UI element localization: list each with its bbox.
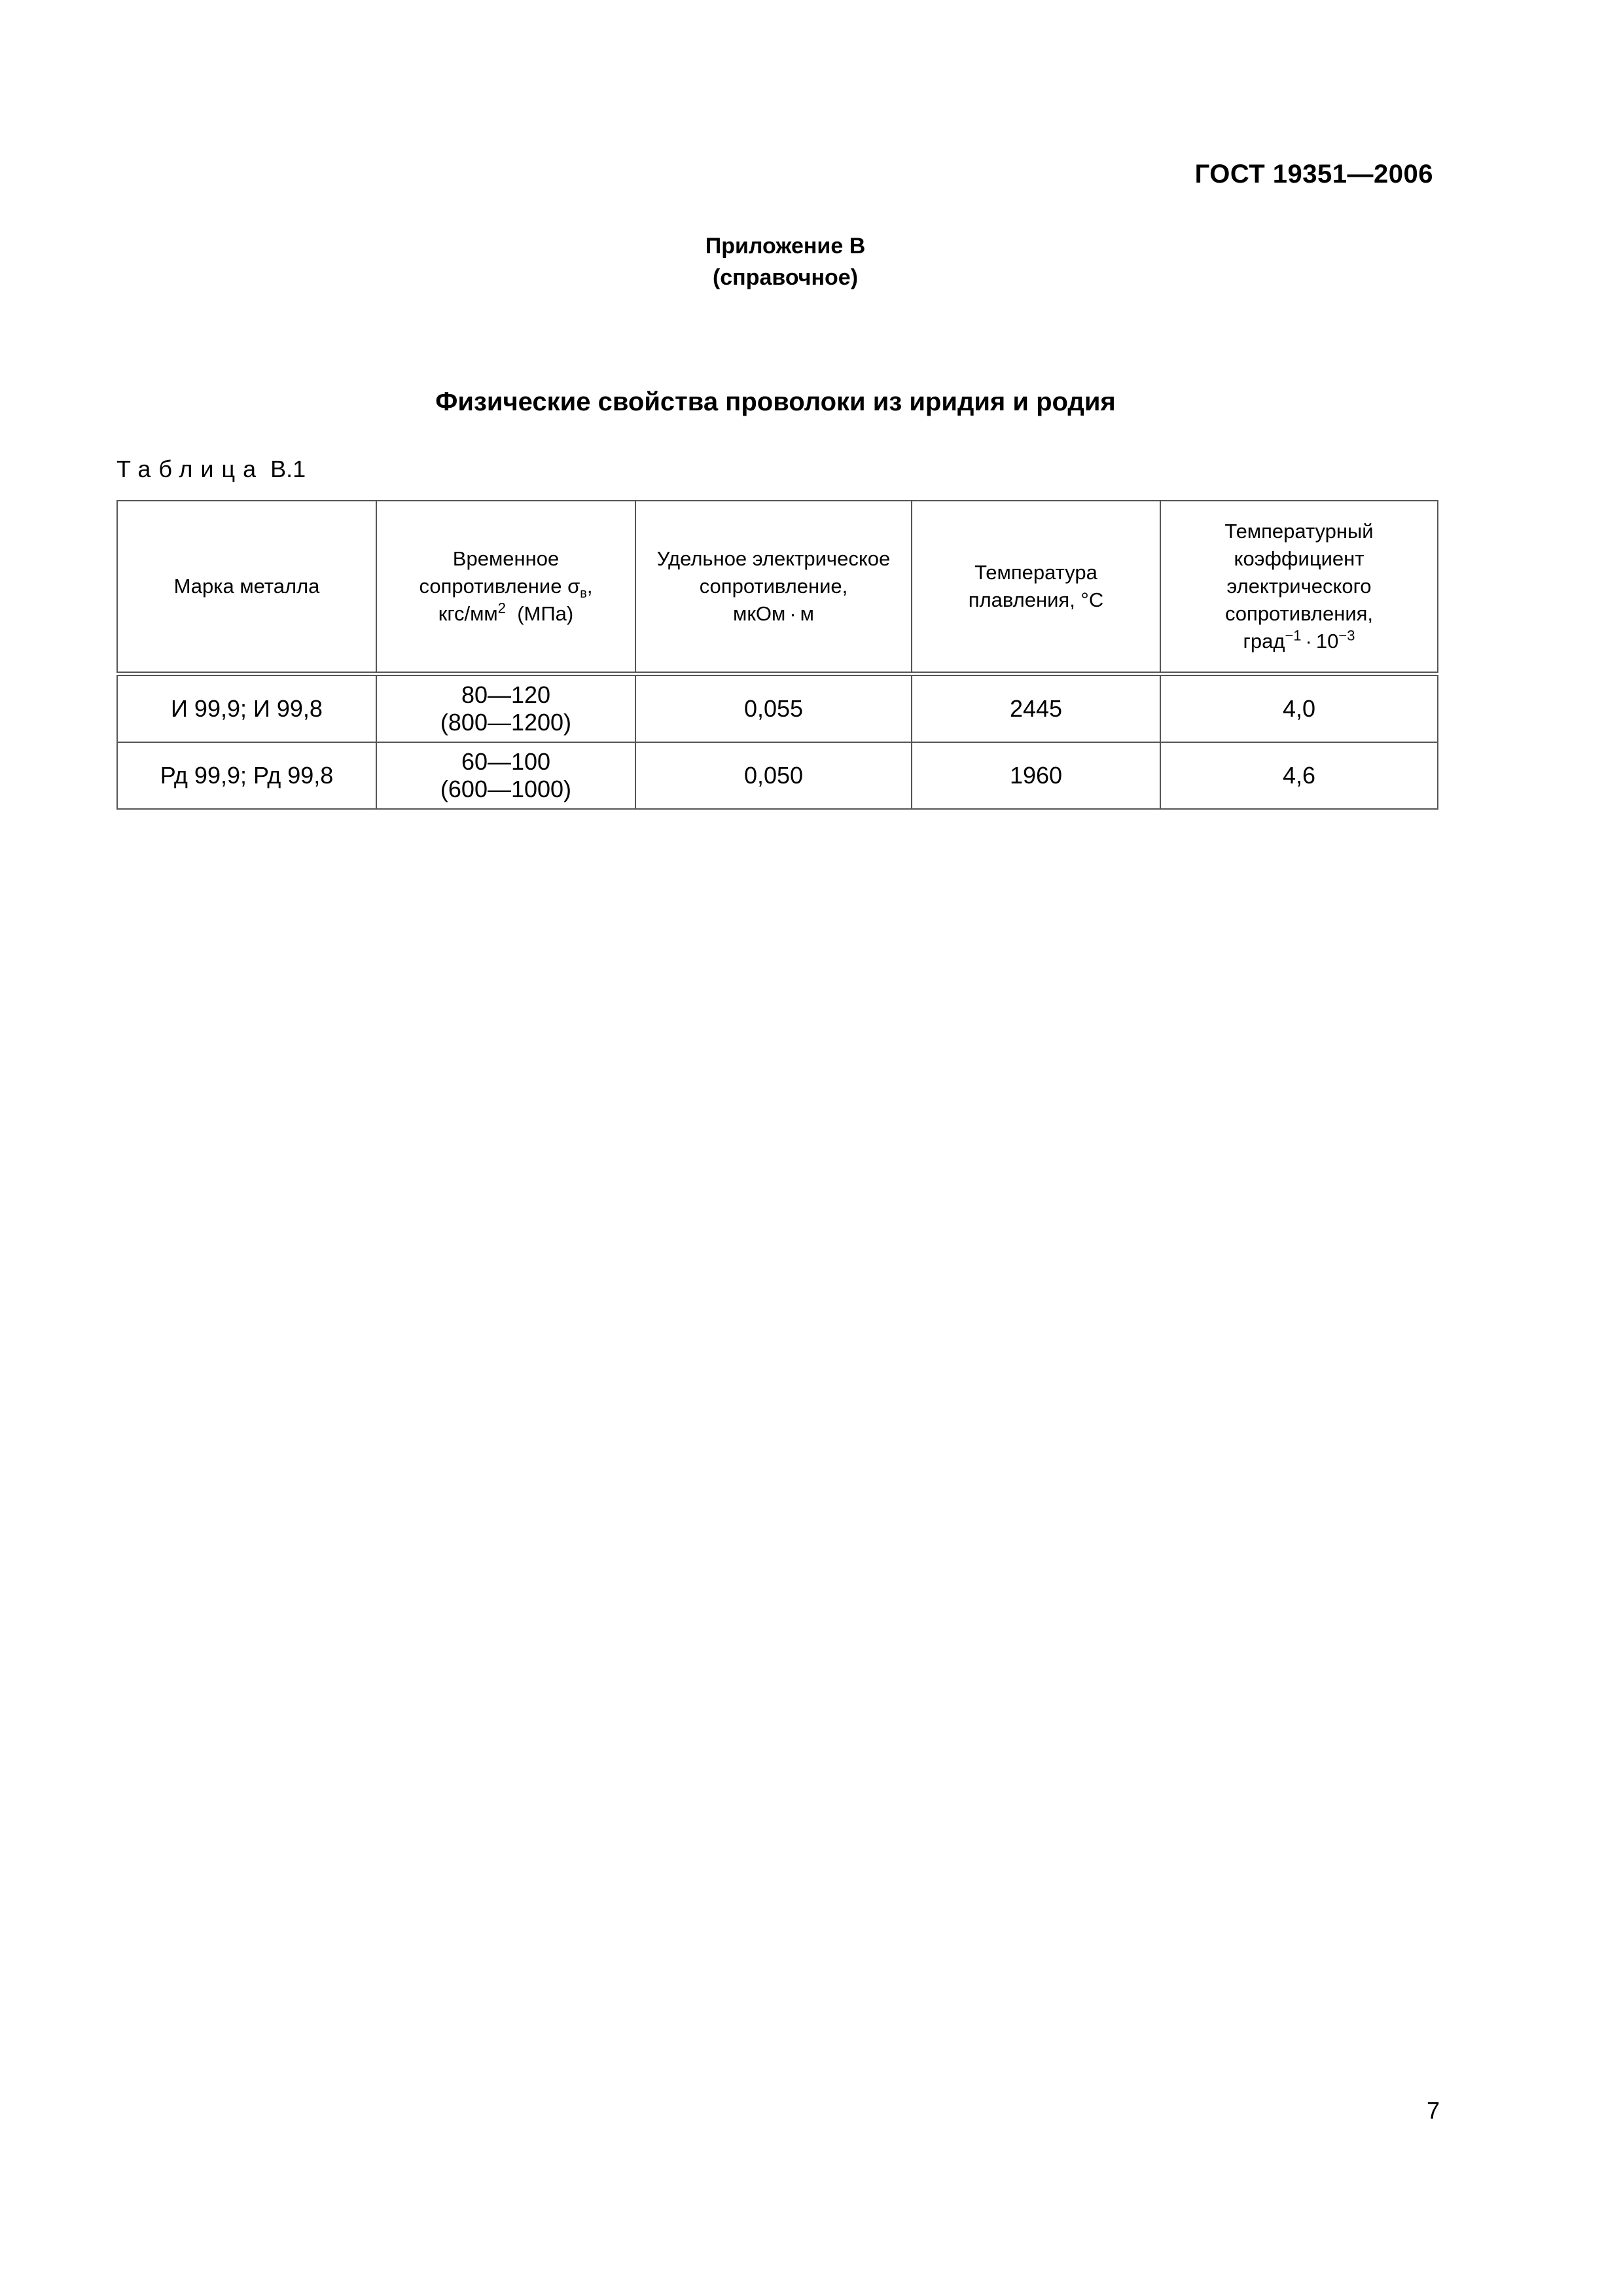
appendix-subtitle: (справочное) <box>712 265 859 290</box>
cell-tensile-strength: 80—120 (800—1200) <box>376 674 635 743</box>
table-row <box>117 674 1438 743</box>
table-header-row <box>117 501 1438 674</box>
header-tensile-line2: сопротивление $\sigma_в$, <box>419 575 593 601</box>
header-coef-line2: коэффициент <box>1234 547 1364 570</box>
header-resistivity-line3: мкОм · м <box>733 602 814 625</box>
header-tensile-strength <box>376 501 635 674</box>
header-temp-coefficient <box>1160 501 1438 674</box>
table-label-prefix: Таблица <box>116 456 264 482</box>
properties-table <box>116 500 1438 810</box>
header-coef-line4: сопротивления, <box>1224 602 1374 625</box>
header-melting-point <box>912 501 1160 674</box>
header-melting-line2: плавления, °С <box>968 588 1104 611</box>
cell-resistivity: 0,050 <box>635 742 912 809</box>
table-row <box>117 742 1438 809</box>
header-melting-line1: Температура <box>974 561 1097 584</box>
header-coef-line3: электрического <box>1226 575 1372 598</box>
table-label <box>116 456 306 483</box>
cell-melting-point: 2445 <box>912 674 1160 743</box>
header-tensile-line3: кгс/$мм^2$ (МПа) <box>438 600 574 625</box>
table-label-number: В.1 <box>270 456 306 482</box>
header-tensile-line1: Временное <box>452 547 560 570</box>
header-coef-line1: Температурный <box>1224 520 1374 543</box>
header-resistivity <box>635 501 912 674</box>
cell-grade: Рд 99,9; Рд 99,8 <box>117 742 376 809</box>
header-resistivity-line2: сопротивление, <box>699 575 848 598</box>
cell-resistivity: 0,055 <box>635 674 912 743</box>
document-code: ГОСТ 19351—2006 <box>1194 160 1433 188</box>
cell-temp-coefficient: 4,0 <box>1160 674 1438 743</box>
cell-tensile-strength: 60—100 (600—1000) <box>376 742 635 809</box>
header-resistivity-line1: Удельное электрическое <box>656 547 891 570</box>
appendix-heading <box>0 230 1571 293</box>
appendix-title: Приложение В <box>705 234 866 259</box>
cell-grade: И 99,9; И 99,8 <box>117 674 376 743</box>
header-coef-line5: град$^{-1}$ · $10^{-3}$ <box>1243 627 1355 653</box>
page-number: 7 <box>1426 2097 1440 2124</box>
page-title: Физические свойства проволоки из иридия и родия <box>435 387 1116 416</box>
cell-temp-coefficient: 4,6 <box>1160 742 1438 809</box>
cell-melting-point: 1960 <box>912 742 1160 809</box>
header-metal-grade: Марка металла <box>117 501 376 674</box>
